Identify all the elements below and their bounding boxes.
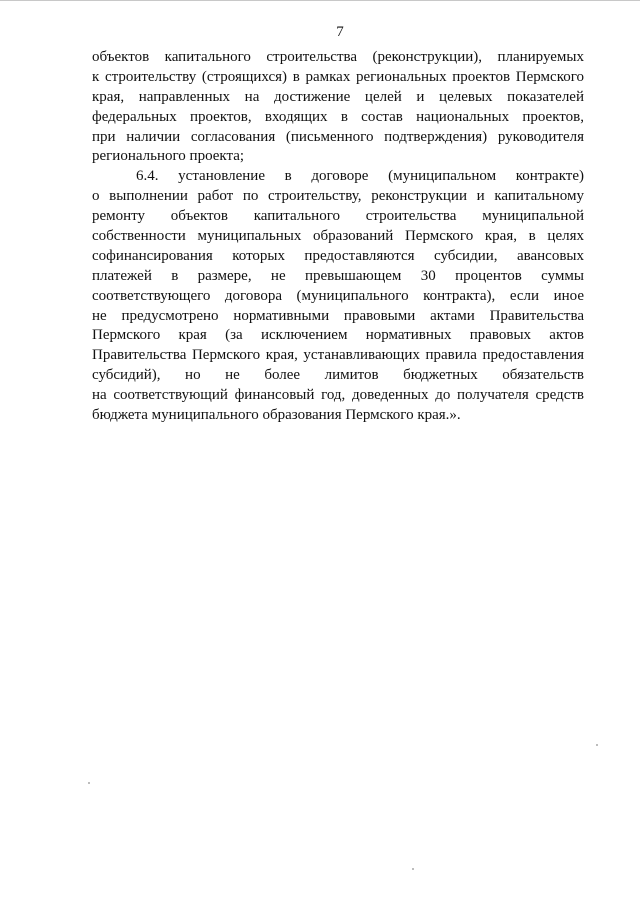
paragraph-continuation: [92, 48, 584, 167]
text-line: 6.4. установление в договоре (муниципальном контракте): [136, 168, 584, 185]
text-line: собственности муниципальных образований Пермского края, в целях: [92, 228, 584, 245]
text-line: бюджета муниципального образования Пермского края.».: [92, 407, 461, 424]
text-line: софинансирования которых предоставляются субсидии, авансовых: [92, 247, 584, 264]
paragraph-item-6-4: [92, 167, 584, 426]
text-line: федеральных проектов, входящих в состав национальных проектов,: [92, 108, 584, 125]
text-line: объектов капитального строительства (реконструкции), планируемых: [92, 49, 584, 65]
text-line: Пермского края (за исключением нормативных правовых актов: [92, 327, 584, 344]
text-line: соответствующего договора (муниципального контракта), если иное: [92, 287, 584, 304]
text-line: о выполнении работ по строительству, реконструкции и капитальному: [92, 188, 584, 205]
scan-speck: [412, 868, 414, 870]
document-body: [92, 48, 584, 426]
text-line: ремонту объектов капитального строительства муниципальной: [92, 208, 584, 225]
text-line: регионального проекта;: [92, 148, 245, 165]
scan-speck: [88, 782, 90, 784]
scan-speck: [596, 744, 598, 746]
top-border-line: [0, 0, 640, 1]
page-number: 7: [336, 24, 344, 40]
text-line: при наличии согласования (письменного подтверждения) руководителя: [92, 128, 584, 145]
text-line: края, направленных на достижение целей и целевых показателей: [92, 88, 584, 105]
text-line: на соответствующий финансовый год, доведенных до получателя средств: [92, 387, 584, 404]
text-line: к строительству (строящихся) в рамках региональных проектов Пермского: [92, 68, 584, 85]
text-line: не предусмотрено нормативными правовыми актами Правительства: [92, 307, 584, 324]
text-line: Правительства Пермского края, устанавливающих правила предоставления: [92, 347, 584, 364]
text-line: субсидий), но не более лимитов бюджетных обязательств: [92, 367, 584, 384]
text-line: платежей в размере, не превышающем 30 процентов суммы: [92, 267, 584, 284]
